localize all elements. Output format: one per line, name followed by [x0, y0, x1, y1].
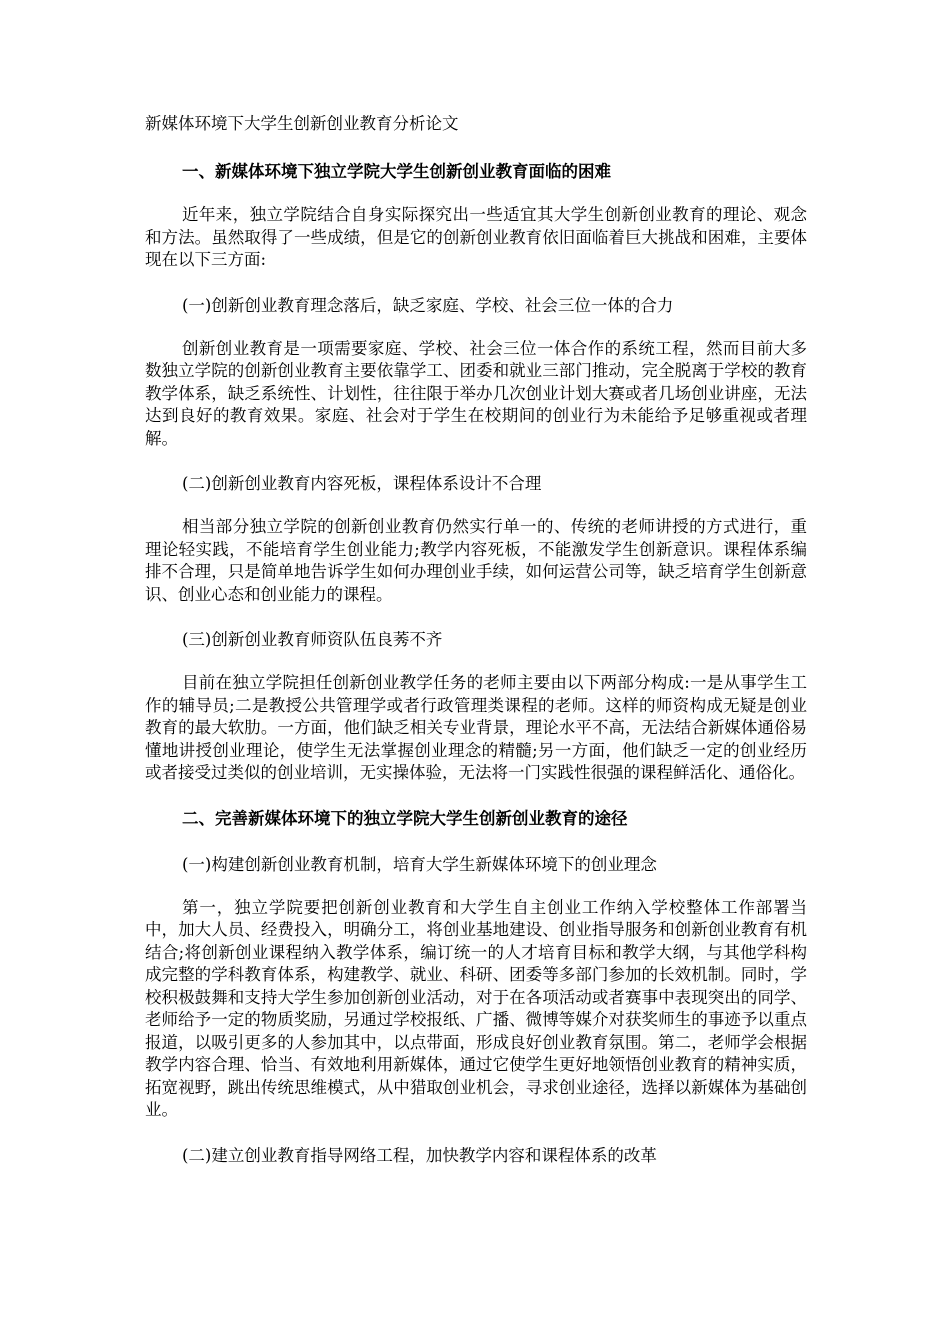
document-title: 新媒体环境下大学生创新创业教育分析论文 [145, 114, 459, 133]
section-1-subheading-1: (一)创新创业教育理念落后，缺乏家庭、学校、社会三位一体的合力 [182, 295, 674, 315]
section-2-subheading-1: (一)构建创新创业教育机制，培育大学生新媒体环境下的创业理念 [182, 854, 657, 874]
section-1-subheading-3: (三)创新创业教育师资队伍良莠不齐 [182, 630, 443, 649]
section-2-subheading-2: (二)建立创业教育指导网络工程，加快教学内容和课程体系的改革 [182, 1145, 657, 1165]
section-2-heading: 二、完善新媒体环境下的独立学院大学生创新创业教育的途径 [182, 808, 628, 828]
document-page [145, 110, 807, 1188]
section-1-paragraph-1: 创新创业教育是一项需要家庭、学校、社会三位一体合作的系统工程，然而目前大多数独立学院的创新创业教育主要依靠学工、团委和就业三部门推动，完全脱离于学校的教育教学体系，缺乏系统性、计划性，往往限于举办几次创业计划大赛或者几场创业讲座，无法达到良好的教育效果。家庭、社会对于学生在校期间的创业行为未能给予足够重视或者理解。 [145, 338, 807, 448]
section-2-paragraph-1: 第一，独立学院要把创新创业教育和大学生自主创业工作纳入学校整体工作部署当中，加大人员、经费投入，明确分工，将创业基地建设、创业指导服务和创新创业教育有机结合;将创新创业课程纳入教学体系，编订统一的人才培育目标和教学大纲，与其他学科构成完整的学科教育体系，构建教学、就业、科研、团委等多部门参加的长效机制。同时，学校积极鼓舞和支持大学生参加创新创业活动，对于在各项活动或者赛事中表现突出的同学、老师给予一定的物质奖励，另通过学校报纸、广播、微博等媒介对获奖师生的事迹予以重点报道，以吸引更多的人参加其中，以点带面，形成良好创业教育氛围。第二，老师学会根据教学内容合理、恰当、有效地利用新媒体，通过它使学生更好地领悟创业教育的精神实质，拓宽视野，跳出传统思维模式，从中猎取创业机会，寻求创业途径，选择以新媒体为基础创业。 [145, 897, 807, 1119]
section-1-intro-paragraph: 近年来，独立学院结合自身实际探究出一些适宜其大学生创新创业教育的理论、观念和方法。虽然取得了一些成绩，但是它的创新创业教育依旧面临着巨大挑战和困难，主要体现在以下三方面: [145, 205, 807, 269]
section-1-subheading-2: (二)创新创业教育内容死板，课程体系设计不合理 [182, 474, 542, 493]
section-1-paragraph-2: 相当部分独立学院的创新创业教育仍然实行单一的、传统的老师讲授的方式进行，重理论轻实践，不能培育学生创业能力;教学内容死板，不能激发学生创新意识。课程体系编排不合理，只是简单地告诉学生如何办理创业手续，如何运营公司等，缺乏培育学生创新意识、创业心态和创业能力的课程。 [145, 517, 807, 604]
section-1-heading: 一、新媒体环境下独立学院大学生创新创业教育面临的困难 [182, 162, 611, 181]
section-1-paragraph-3: 目前在独立学院担任创新创业教学任务的老师主要由以下两部分构成:一是从事学生工作的辅导员;二是教授公共管理学或者行政管理类课程的老师。这样的师资构成无疑是创业教育的最大软肋。一方面，他们缺乏相关专业背景，理论水平不高，无法结合新媒体通俗易懂地讲授创业理论，使学生无法掌握创业理念的精髓;另一方面，他们缺乏一定的创业经历或者接受过类似的创业培训，无实操体验，无法将一门实践性很强的课程鲜活化、通俗化。 [145, 673, 807, 782]
